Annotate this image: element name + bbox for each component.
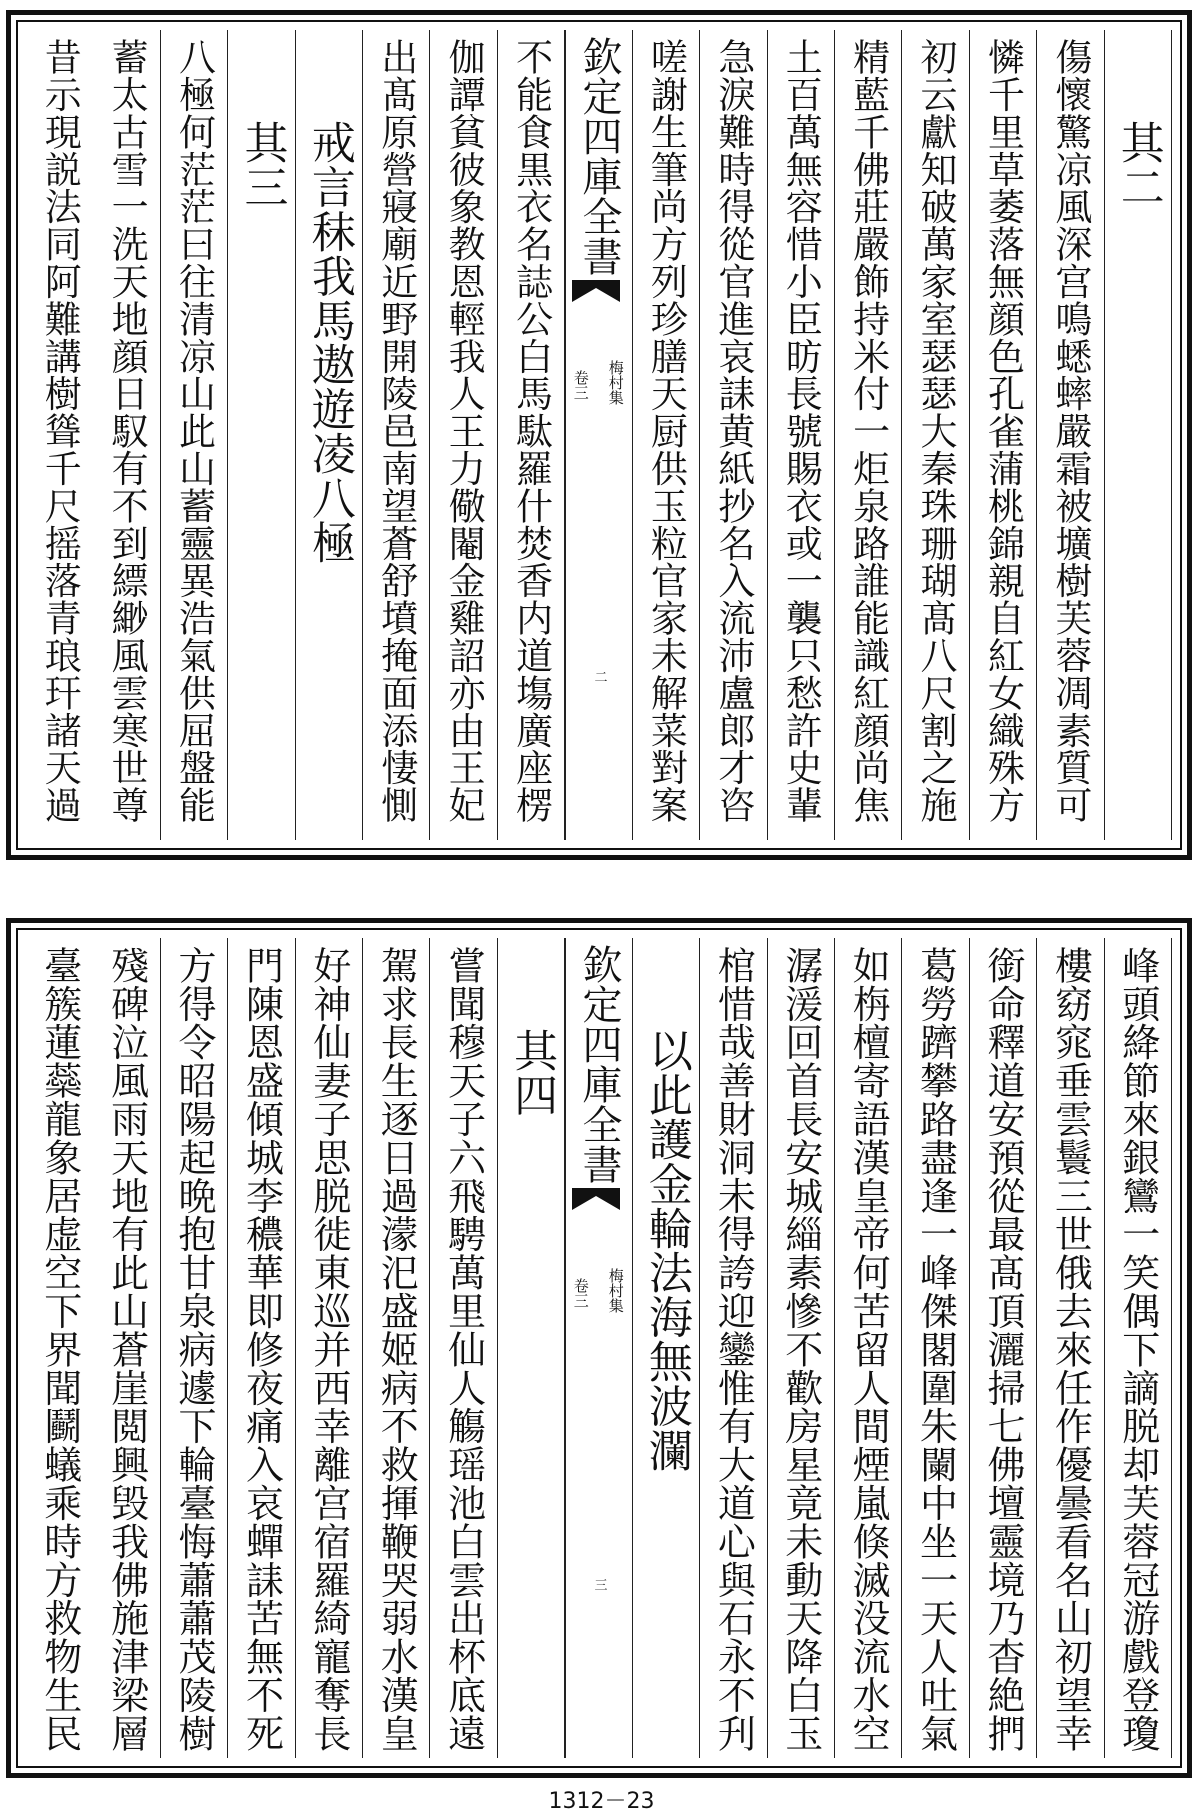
column-text: 峰頭絳節來銀鸞一笑偶下謫脱却芙蓉冠游戲登瓊 xyxy=(1115,946,1160,1753)
column-text: 不能食黒衣名誌公白馬駄羅什焚香内道塲廣座楞 xyxy=(509,38,553,824)
footer-page-number: 1312－23 xyxy=(548,1789,655,1814)
poem-heading-column xyxy=(1105,30,1172,840)
column-text: 殘碑泣風雨天地有此山蒼崖閲興毁我佛施津梁層 xyxy=(104,946,149,1753)
column-text: 棺惜哉善財洞未得誇迎鑾惟有大道心與石永不刋 xyxy=(711,946,756,1753)
column-text: 精藍千佛莊嚴飾持米付一炬泉路誰能識紅顔尚焦 xyxy=(846,38,890,824)
column-text: 伽譚貧彼象教恩輕我人王力儆閹金雞詔亦由王妃 xyxy=(442,38,486,824)
text-column xyxy=(902,938,969,1758)
column-text: 昔示現説法同阿難講樹聳千尺摇落青琅玕諸天過 xyxy=(38,38,82,824)
column-text: 銜命釋道安預從最髙頂灑掃七佛壇靈境乃杳絶捫 xyxy=(980,946,1025,1753)
text-column xyxy=(430,30,497,840)
text-column xyxy=(970,938,1037,1758)
column-text: 嗟謝生筆尚方列珍膳天厨供玉粒官家未解菜對案 xyxy=(644,38,688,824)
text-column xyxy=(902,30,969,840)
juan-number: 卷三 xyxy=(571,370,590,400)
column-text: 以此護金輪法海無波瀾 xyxy=(640,1028,692,1472)
text-column xyxy=(363,938,430,1758)
page-bottom-frame xyxy=(16,928,1182,1768)
column-text: 土百萬無容惜小臣昉長號賜衣或一襲只愁許史輩 xyxy=(779,38,823,824)
text-column xyxy=(93,938,160,1758)
column-text: 急淚難時得從官進哀誄黄紙抄名入流沛盧郎才咨 xyxy=(711,38,755,824)
fish-tail-mark-icon xyxy=(572,280,620,302)
center-column xyxy=(565,30,632,840)
text-column xyxy=(835,938,902,1758)
text-column xyxy=(1037,30,1104,840)
text-column xyxy=(228,938,295,1758)
text-column xyxy=(498,30,565,840)
column-text: 戒言秣我馬遨遊凌八極 xyxy=(303,120,355,564)
column-text: 八極何茫茫曰往清凉山此山蓄靈異浩氣供屈盤能 xyxy=(172,38,216,824)
column-text: 憐千里草萎落無顔色孔雀蒲桃錦親自紅女織殊方 xyxy=(981,38,1025,824)
text-column xyxy=(1037,938,1104,1758)
leaf-number: 二 xyxy=(591,670,607,683)
text-column xyxy=(768,30,835,840)
text-column xyxy=(970,30,1037,840)
column-text: 好神仙妻子思脱徙東巡并西幸離宫宿羅綺寵奪長 xyxy=(306,946,351,1753)
column-text: 葛勞躋攀路盡逢一峰傑閣圍朱闌中坐一天人吐氣 xyxy=(913,946,958,1753)
text-column xyxy=(768,938,835,1758)
poem-heading: 其四 xyxy=(506,1028,558,1117)
column-text: 出髙原營寢廟近野開陵邑南望蒼舒墳掩面添悽惻 xyxy=(374,38,418,824)
column-text: 駕求長生逐日過濛汜盛姬病不救揮鞭哭弱水漢皇 xyxy=(374,946,419,1753)
text-column xyxy=(26,30,93,840)
poem-heading-column xyxy=(228,30,295,840)
page-top-frame xyxy=(16,20,1182,850)
book-title: 梅村集 xyxy=(606,1268,625,1313)
text-column xyxy=(430,938,497,1758)
column-text: 方得令昭陽起晩抱甘泉病遽下輪臺悔蕭蕭茂陵樹 xyxy=(172,946,217,1753)
center-column xyxy=(565,938,632,1758)
text-column xyxy=(93,30,160,840)
text-column xyxy=(1105,938,1172,1758)
column-text: 臺簇蓮蘂龍象居虚空下界聞鬬蟻乘時方救物生民 xyxy=(37,946,82,1753)
fish-tail-mark-icon xyxy=(572,1188,620,1210)
poem-heading-column xyxy=(498,938,565,1758)
text-column xyxy=(161,30,228,840)
text-column xyxy=(700,938,767,1758)
column-text: 傷懷驚凉風深宫鳴蟋蟀嚴霜被壙樹芙蓉凋素質可 xyxy=(1048,38,1092,824)
text-column xyxy=(633,938,700,1758)
poem-heading: 其三 xyxy=(236,120,288,209)
collection-title: 欽定四庫全書 xyxy=(575,944,622,1184)
page-top xyxy=(6,10,1192,860)
collection-title: 欽定四庫全書 xyxy=(575,36,622,276)
text-column xyxy=(835,30,902,840)
column-text: 蓄太古雪一洗天地顔日馭有不到縹緲風雲寒世尊 xyxy=(105,38,149,824)
column-text: 樓窈窕垂雲鬟三世俄去來任作優曇看名山初望幸 xyxy=(1048,946,1093,1753)
text-column xyxy=(296,938,363,1758)
column-text: 初云獻知破萬家室瑟瑟大秦珠珊瑚髙八尺割之施 xyxy=(914,38,958,824)
page-bottom xyxy=(6,918,1192,1778)
text-column xyxy=(700,30,767,840)
column-text: 門陳恩盛傾城李穠華即修夜痛入哀蟬誄苦無不死 xyxy=(239,946,284,1753)
text-column xyxy=(633,30,700,840)
text-column xyxy=(161,938,228,1758)
text-column xyxy=(363,30,430,840)
leaf-number: 三 xyxy=(591,1578,607,1591)
juan-number: 卷三 xyxy=(571,1278,590,1308)
column-text: 如栴檀寄語漢皇帝何苦留人間煙嵐倏滅没流水空 xyxy=(846,946,891,1753)
text-column xyxy=(296,30,363,840)
column-text: 嘗聞穆天子六飛騁萬里仙人觴瑶池白雲出杯底遠 xyxy=(441,946,486,1753)
text-column xyxy=(26,938,93,1758)
column-text: 潺湲回首長安城緇素慘不歡房星竟未動天降白玉 xyxy=(778,946,823,1753)
poem-heading: 其二 xyxy=(1112,120,1164,209)
book-title: 梅村集 xyxy=(606,360,625,405)
